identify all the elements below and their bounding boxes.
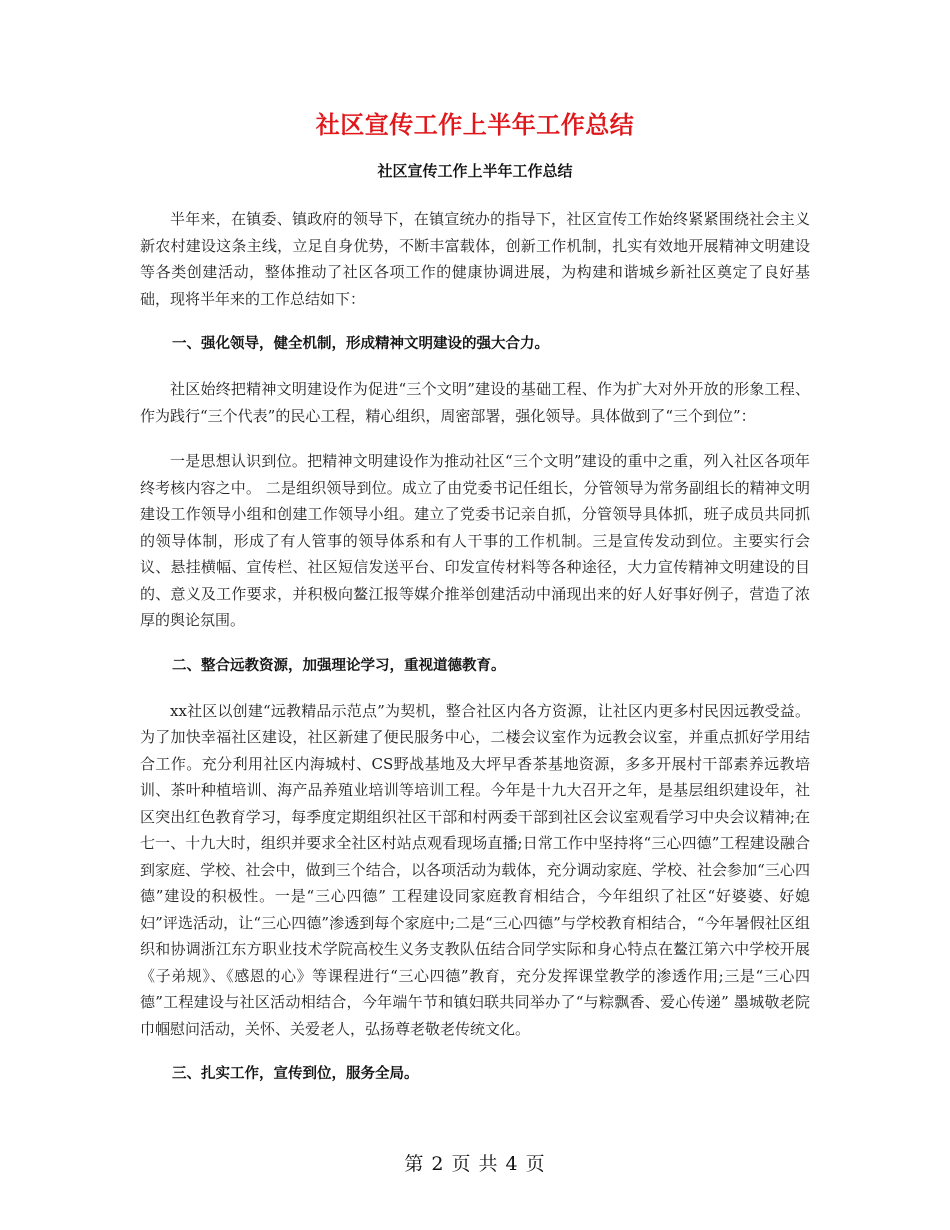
section-heading-3: 三、扎实工作，宣传到位，服务全局。 <box>172 1066 419 1082</box>
document-title: 社区宣传工作上半年工作总结 <box>315 111 635 139</box>
section-1-paragraph-1: 社区始终把精神文明建设作为促进“三个文明”建设的基础工程、作为扩大对外开放的形象工程、作为践行“三个代表”的民心工程，精心组织，周密部署，强化领导。具体做到了“三个到位”： <box>140 380 810 425</box>
section-2-paragraph-1: xx社区以创建“远教精品示范点”为契机，整合社区内各方资源，让社区内更多村民因远教受益。为了加快幸福社区建设，社区新建了便民服务中心，二楼会议室作为远教会议室，并重点抓好学用结合工作。充分利用社区内海城村、CS野战基地及大坪早香茶基地资源，多多开展村干部素养远教培训、茶叶种植培训、海产品养殖业培训等培训工程。今年是十九大召开之年，是基层组织建设年，社区突出红色教育学习，每季度定期组织社区干部和村两委干部到社区会议室观看学习中央会议精神;在七一、十九大时，组织并要求全社区村站点观看现场直播;日常工作中坚持将“三心四德”工程建设融合到家庭、学校、社会中，做到三个结合，以各项活动为载体，充分调动家庭、学校、社会参加“三心四德”建设的积极性。一是“三心四德” 工程建设同家庭教育相结合，今年组织了社区“好婆婆、好媳妇”评选活动，让“三心四德”渗透到每个家庭中;二是“三心四德”与学校教育相结合，“今年暑假社区组织和协调浙江东方职业技术学院高校生义务支教队伍结合同学实际和身心特点在鳌江第六中学校开展《子弟规》、《感恩的心》等课程进行“三心四德”教育，充分发挥课堂教学的渗透作用;三是“三心四德”工程建设与社区活动相结合，今年端午节和镇妇联共同举办了“与粽飘香、爱心传递” 墨城敬老院巾帼慰问活动，关怀、关爱老人，弘扬尊老敬老传统文化。 <box>140 701 810 1038</box>
intro-paragraph: 半年来，在镇委、镇政府的领导下，在镇宣统办的指导下，社区宣传工作始终紧紧围绕社会主义新农村建设这条主线，立足自身优势，不断丰富载体，创新工作机制，扎实有效地开展精神文明建设等各类创建活动，整体推动了社区各项工作的健康协调进展，为构建和谐城乡新社区奠定了良好基础，现将半年来的工作总结如下： <box>140 210 810 308</box>
page-number: 第 2 页 共 4 页 <box>404 1153 546 1175</box>
section-1-paragraph-2: 一是思想认识到位。把精神文明建设作为推动社区“三个文明”建设的重中之重，列入社区各项年终考核内容之中。 二是组织领导到位。成立了由党委书记任组长，分管领导为常务副组长的精神文明建设工作领导小组和创建工作领导小组。建立了党委书记亲自抓，分管领导具体抓，班子成员共同抓的领导体制，形成了有人管事的领导体系和有人干事的工作机制。三是宣传发动到位。主要实行会议、悬挂横幅、宣传栏、社区短信发送平台、印发宣传材料等各种途径，大力宣传精神文明建设的目的、意义及工作要求，并积极向鳌江报等媒介推举创建活动中涌现出来的好人好事好例子，营造了浓厚的舆论氛围。 <box>140 452 810 629</box>
section-heading-2: 二、整合远教资源，加强理论学习，重视道德教育。 <box>172 657 506 674</box>
document-body <box>140 206 810 1087</box>
section-heading-1: 一、强化领导，健全机制，形成精神文明建设的强大合力。 <box>172 336 549 352</box>
document-subtitle: 社区宣传工作上半年工作总结 <box>377 162 573 180</box>
